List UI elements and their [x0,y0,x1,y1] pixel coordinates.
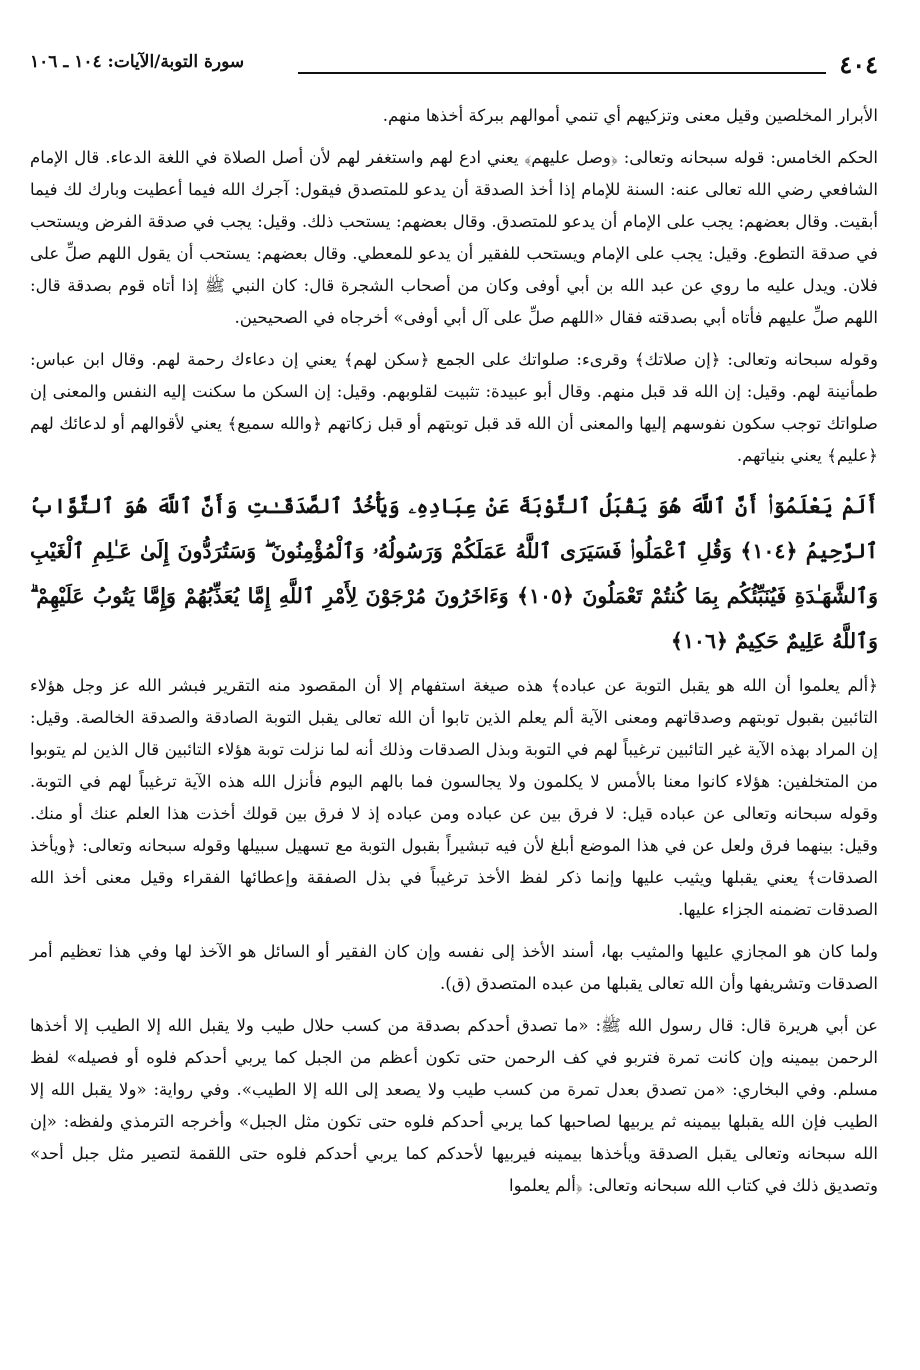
paragraph-sakan: وقوله سبحانه وتعالى: ﴿إن صلاتك﴾ وقرىء: صلواتك على الجمع ﴿سكن لهم﴾ يعني إن دعاءك رحمة لهم. وقال ابن عباس: طمأنينة لهم. وقيل: إن الله قد قبل منهم. وقال أبو عبيدة: تثبيت لقلوبهم. وقيل: إن السكن ما سكنت إليه النفس والمعنى إن صلواتك توجب سكون نفوسهم إليها والمعنى أن الله قد قبل توبتهم أو قبل زكاتهم ﴿والله سميع﴾ يعني لأقوالهم أو لدعائك لهم ﴿عليم﴾ يعني بنياتهم. [30,350,878,465]
running-title: سورة التوبة/الآيات: ١٠٤ ـ ١٠٦ [30,52,245,72]
paragraph-fifth-ruling: الحكم الخامس: قوله سبحانه وتعالى: ﴿وصل عليهم﴾ يعني ادع لهم واستغفر لهم لأن أصل الصلاة في اللغة الدعاء. قال الإمام الشافعي رضي الله تعالى عنه: السنة للإمام إذا أخذ الصدقة أن يدعو للمتصدق فيقول: آجرك الله فيما أعطيت وبارك لك فيما أبقيت. وقال بعضهم: يجب على الإمام أن يدعو للمتصدق. وقال بعضهم: يستحب ذلك. وقيل: يجب في صدقة الفرض ويستحب في صدقة التطوع. وقيل: يجب على الإمام ويستحب للفقير أن يدعو للمعطي. وقال بعضهم: يستحب أن يقول اللهم صلِّ على فلان. ويدل عليه ما روي عن عبد الله بن أبي أوفى وكان من أصحاب الشجرة قال: كان النبي ﷺ إذا أتاه قوم بصدقة قال: اللهم صلِّ عليهم فأتاه أبي بصدقته فقال «اللهم صلِّ على آل أبي أوفى» أخرجاه في الصحيحين. [30,148,878,327]
paragraph-intro: الأبرار المخلصين وقيل معنى وتزكيهم أي تنمي أموالهم ببركة أخذها منهم. [382,106,878,125]
page-number: ٤٠٤ [839,50,878,79]
paragraph-tafsir: ﴿ألم يعلموا أن الله هو يقبل التوبة عن عباده﴾ هذه صيغة استفهام إلا أن المقصود منه التقرير فبشر الله عز وجل هؤلاء التائبين بقبول توبتهم وصدقاتهم ومعنى الآية ألم يعلم الذين تابوا أن الله تعالى يقبل التوبة الصادقة والصدقة الخالصة. وقيل: إن المراد بهذه الآية غير التائبين ترغيباً لهم في التوبة وبذل الصدقات وذلك أنه لما نزلت توبة هؤلاء التائبين قال الذين لم يتوبوا من المتخلفين: هؤلاء كانوا معنا بالأمس لا يكلمون ولا يجالسون فما بالهم اليوم فأنزل الله هذه الآية ترغيباً لهم في التوبة. وقوله سبحانه وتعالى عن عباده قيل: لا فرق بين عن عباده ومن عباده إذ لا فرق بين قولك أخذت هذا العلم عنك أو منك. وقيل: بينهما فرق ولعل عن في هذا الموضع أبلغ لأن فيه تبشيراً بقبول التوبة مع تسهيل سبيلها وقوله سبحانه وتعالى: ﴿ويأخذ الصدقات﴾ يعني يقبلها ويثيب عليها وإنما ذكر لفظ الأخذ ترغيباً في بذل الصفقة وإعطائها الفقراء وقيل معنى أخذ الله الصدقات تضمنه الجزاء عليها. [30,676,878,919]
page-body [30,100,878,1202]
header-rule [298,72,826,74]
page-header [30,50,878,82]
quran-verses: أَلَمْ يَعْلَمُوٓا۟ أَنَّ ٱللَّهَ هُوَ يَقْبَلُ ٱلتَّوْبَةَ عَنْ عِبَادِهِۦ وَيَأْخُذُ ٱلصَّدَقَـٰتِ وَأَنَّ ٱللَّهَ هُوَ ٱلتَّوَّابُ ٱلرَّحِيمُ ﴿١٠٤﴾ وَقُلِ ٱعْمَلُوا۟ فَسَيَرَى ٱللَّهُ عَمَلَكُمْ وَرَسُولُهُۥ وَٱلْمُؤْمِنُونَ ۖ وَسَتُرَدُّونَ إِلَىٰ عَـٰلِمِ ٱلْغَيْبِ وَٱلشَّهَـٰدَةِ فَيُنَبِّئُكُم بِمَا كُنتُمْ تَعْمَلُونَ ﴿١٠٥﴾ وَءَاخَرُونَ مُرْجَوْنَ لِأَمْرِ ٱللَّهِ إِمَّا يُعَذِّبُهُمْ وَإِمَّا يَتُوبُ عَلَيْهِمْ ۗ وَٱللَّهُ عَلِيمٌ حَكِيمٌ ﴿١٠٦﴾ [30,494,878,653]
paragraph-hadith: عن أبي هريرة قال: قال رسول الله ﷺ: «ما تصدق أحدكم بصدقة من كسب حلال طيب ولا يقبل الله إلا الطيب إلا أخذها الرحمن بيمينه وإن كانت تمرة فتربو في كف الرحمن حتى تكون أعظم من الجبل كما يربي أحدكم فلوه أو فصيله» لفظ مسلم. وفي البخاري: «من تصدق بعدل تمرة من كسب طيب ولا يصعد إلى الله إلا الطيب». وفي رواية: «ولا يقبل الله إلا الطيب فإن الله يقبلها بيمينه ثم يربيها لصاحبها كما يربي أحدكم فلوه حتى تكون مثل الجبل» وأخرجه الترمذي ولفظه: «إن الله سبحانه وتعالى يقبل الصدقة ويأخذها بيمينه فيربيها لأحدكم كما يربي أحدكم فلوه حتى اللقمة لتصير مثل جبل أحد» وتصديق ذلك في كتاب الله سبحانه وتعالى: ﴿ألم يعلموا [30,1016,878,1195]
paragraph-reward: ولما كان هو المجازي عليها والمثيب بها، أسند الأخذ إلى نفسه وإن كان الفقير أو السائل هو الآخذ لها وفي هذا تعظيم أمر الصدقات وتشريفها وأن الله تعالى يقبلها من عبده المتصدق (ق). [30,942,878,993]
